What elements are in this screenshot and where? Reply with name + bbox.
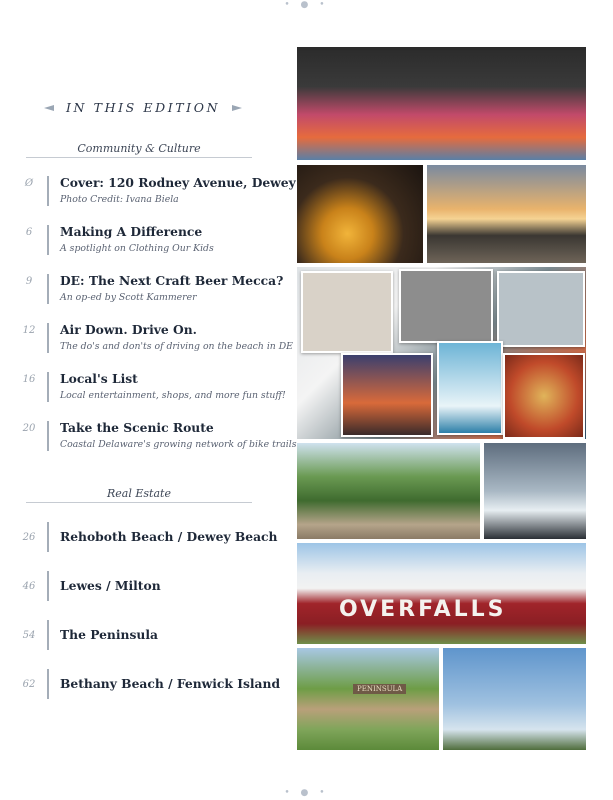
section-divider: [26, 502, 252, 503]
entry-subtitle: The do's and don'ts of driving on the beach in DE: [60, 341, 293, 352]
section-divider: [26, 157, 252, 158]
collage-photo-vintage-group: [399, 269, 493, 343]
entry-divider: [47, 372, 49, 402]
page-number: 46: [22, 581, 36, 592]
section-heading-real-estate: Real Estate: [107, 487, 171, 500]
entry-divider: [47, 225, 49, 255]
entry-divider: [47, 669, 49, 699]
entry-title: Making A Difference: [60, 224, 203, 239]
collage-photo-surfer: [437, 341, 503, 435]
toc-entry[interactable]: [18, 175, 296, 216]
photo-peninsula-sign[interactable]: [297, 648, 439, 750]
entry-title: Take the Scenic Route: [60, 420, 214, 435]
entry-title: Rehoboth Beach / Dewey Beach: [60, 529, 278, 544]
entry-divider: [47, 571, 49, 601]
entry-divider: [47, 421, 49, 451]
entry-title: DE: The Next Craft Beer Mecca?: [60, 273, 284, 288]
entry-title: Lewes / Milton: [60, 578, 161, 593]
page-number: 26: [22, 532, 36, 543]
page-indicator-bottom: • ● •: [284, 788, 329, 798]
entry-subtitle: Photo Credit: Ivana Biela: [60, 194, 179, 205]
page-number: 62: [22, 679, 36, 690]
page-number: 20: [22, 423, 36, 434]
page-number: Ø: [24, 178, 34, 189]
right-arrow-ornament-icon: [232, 105, 242, 111]
photo-beer-taps[interactable]: [297, 165, 423, 263]
entry-title: Cover: 120 Rodney Avenue, Dewey: [60, 175, 296, 190]
collage-photo-group-selfie: [497, 271, 585, 347]
page-number: 9: [25, 276, 33, 287]
entry-divider: [47, 176, 49, 206]
page-number: 12: [22, 325, 36, 336]
entry-subtitle: Coastal Delaware's growing network of bike trails: [60, 439, 297, 450]
edition-heading: [44, 100, 236, 115]
entry-title: The Peninsula: [60, 627, 158, 642]
photo-bike-trail[interactable]: [297, 443, 480, 539]
toc-entry[interactable]: [18, 571, 290, 611]
toc-entry[interactable]: [18, 522, 290, 562]
entry-title: Air Down. Drive On.: [60, 322, 197, 337]
entry-subtitle: A spotlight on Clothing Our Kids: [60, 243, 214, 254]
toc-entry[interactable]: [18, 620, 290, 660]
collage-photo-scientist: [301, 271, 393, 353]
toc-entry[interactable]: [18, 322, 293, 363]
entry-title: Bethany Beach / Fenwick Island: [60, 676, 281, 691]
toc-entry[interactable]: [18, 274, 290, 314]
toc-entry[interactable]: [18, 225, 290, 265]
entry-divider: [47, 323, 49, 353]
page-indicator-top: • ● •: [284, 0, 329, 10]
page-number: 16: [22, 374, 36, 385]
collage-photo-food-platter: [503, 353, 585, 439]
toc-entry[interactable]: [18, 372, 290, 412]
collage-photo-lighthouse-sunset: [341, 353, 433, 437]
sign-text: PENINSULA: [353, 684, 406, 694]
toc-entry[interactable]: [18, 669, 290, 709]
photo-collage[interactable]: [297, 267, 586, 439]
photo-beach-jeep-sunset[interactable]: [427, 165, 586, 263]
left-arrow-ornament-icon: [44, 105, 54, 111]
entry-subtitle: Local entertainment, shops, and more fun stuff!: [60, 390, 286, 401]
photo-jetty[interactable]: [484, 443, 586, 539]
edition-title: IN THIS EDITION: [66, 100, 221, 115]
entry-divider: [47, 274, 49, 304]
table-of-contents: [0, 0, 297, 800]
entry-title: Local's List: [60, 371, 138, 386]
photo-bridge[interactable]: [443, 648, 586, 750]
page-number: 54: [22, 630, 36, 641]
ship-name-text: OVERFALLS: [339, 597, 507, 622]
entry-subtitle: An op-ed by Scott Kammerer: [60, 292, 197, 303]
photo-kids-classroom[interactable]: [297, 47, 586, 160]
entry-divider: [47, 620, 49, 650]
toc-entry[interactable]: [18, 420, 297, 461]
page-number: 6: [25, 227, 33, 238]
photo-overfalls-lightship[interactable]: [297, 543, 586, 644]
section-heading-community: Community & Culture: [77, 142, 201, 155]
entry-divider: [47, 522, 49, 552]
